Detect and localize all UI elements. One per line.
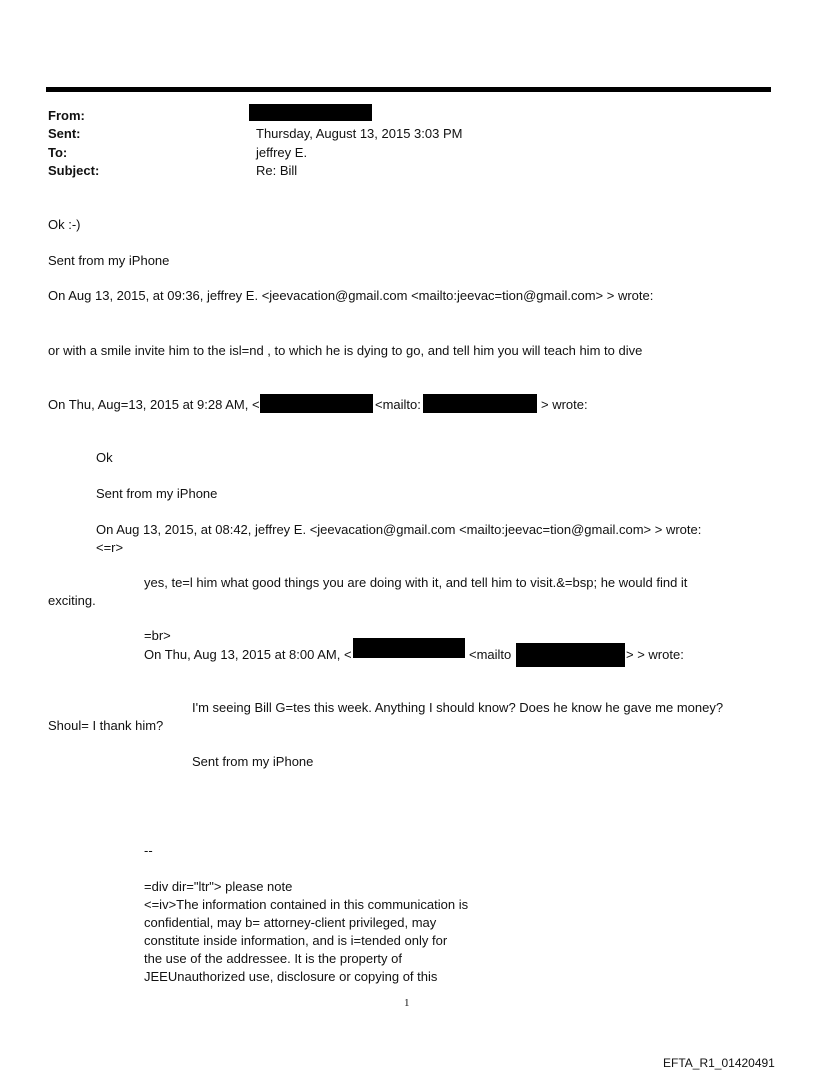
- sent-label: Sent:: [48, 126, 81, 141]
- quote2-text-line1: yes, te=l him what good things you are doing with it, and tell him to visit.&=bsp; he would find it: [144, 575, 688, 590]
- quote3-sent-from: Sent from my iPhone: [192, 754, 314, 769]
- header-rule: [46, 87, 771, 92]
- subject-label: Subject:: [48, 163, 100, 178]
- disclaimer-line1: =div dir="ltr"> please note: [144, 879, 293, 894]
- quote2-header-c: > > wrote:: [626, 647, 684, 662]
- from-redaction: [249, 104, 372, 121]
- disclaimer-line3: confidential, may b= attorney-client privileged, may: [144, 915, 437, 930]
- quote3-text-line1: I'm seeing Bill G=tes this week. Anything I should know? Does he know he gave me money?: [192, 700, 724, 715]
- page-number: 1: [404, 997, 410, 1009]
- redaction-mailto-1: [423, 394, 537, 413]
- subject-value: Re: Bill: [256, 163, 298, 178]
- disclaimer-line4: constitute inside information, and is i=tended only for: [144, 933, 448, 948]
- to-label: To:: [48, 145, 68, 160]
- body-line-ok: Ok :-): [48, 217, 81, 232]
- quote3-text-line2: Shoul= I thank him?: [48, 718, 164, 733]
- body-line-quote-header-2c: > wrote:: [541, 397, 588, 412]
- quote2-header-b: <mailto: [469, 647, 512, 662]
- body-line-invite: or with a smile invite him to the isl=nd , to which he is dying to go, and tell him you will teach him to dive: [48, 343, 643, 358]
- body-line-quote-header-2a: On Thu, Aug=13, 2015 at 9:28 AM, <: [48, 397, 260, 412]
- quote1-sent-from: Sent from my iPhone: [96, 486, 218, 501]
- to-value: jeffrey E.: [256, 145, 308, 160]
- quote2-header-a: On Thu, Aug 13, 2015 at 8:00 AM, <: [144, 647, 352, 662]
- quote2-tag: =br>: [144, 628, 171, 643]
- disclaimer-line5: the use of the addressee. It is the property of: [144, 951, 402, 966]
- disclaimer-line2: <=iv>The information contained in this communication is: [144, 897, 469, 912]
- redaction-sender-2: [353, 638, 465, 658]
- body-line-quote-header-1: On Aug 13, 2015, at 09:36, jeffrey E. <jeevacation@gmail.com <mailto:jeevac=tion@gmail.com> > wrote:: [48, 288, 654, 303]
- quote1-ok: Ok: [96, 450, 113, 465]
- from-label: From:: [48, 108, 85, 123]
- disclaimer-line6: JEEUnauthorized use, disclosure or copying of this: [144, 969, 438, 984]
- document-id: EFTA_R1_01420491: [663, 1056, 775, 1070]
- redaction-mailto-2: [516, 643, 625, 667]
- body-line-quote-header-2b: <mailto:: [375, 397, 421, 412]
- sent-value: Thursday, August 13, 2015 3:03 PM: [256, 126, 463, 141]
- quote2-text-line2: exciting.: [48, 593, 96, 608]
- body-line-sent-from: Sent from my iPhone: [48, 253, 170, 268]
- redaction-sender-1: [260, 394, 373, 413]
- quote1-tag: <=r>: [96, 540, 124, 555]
- quote1-header: On Aug 13, 2015, at 08:42, jeffrey E. <jeevacation@gmail.com <mailto:jeevac=tion@gmail.com> > wrote:: [96, 522, 702, 537]
- signature-dash: --: [144, 843, 153, 858]
